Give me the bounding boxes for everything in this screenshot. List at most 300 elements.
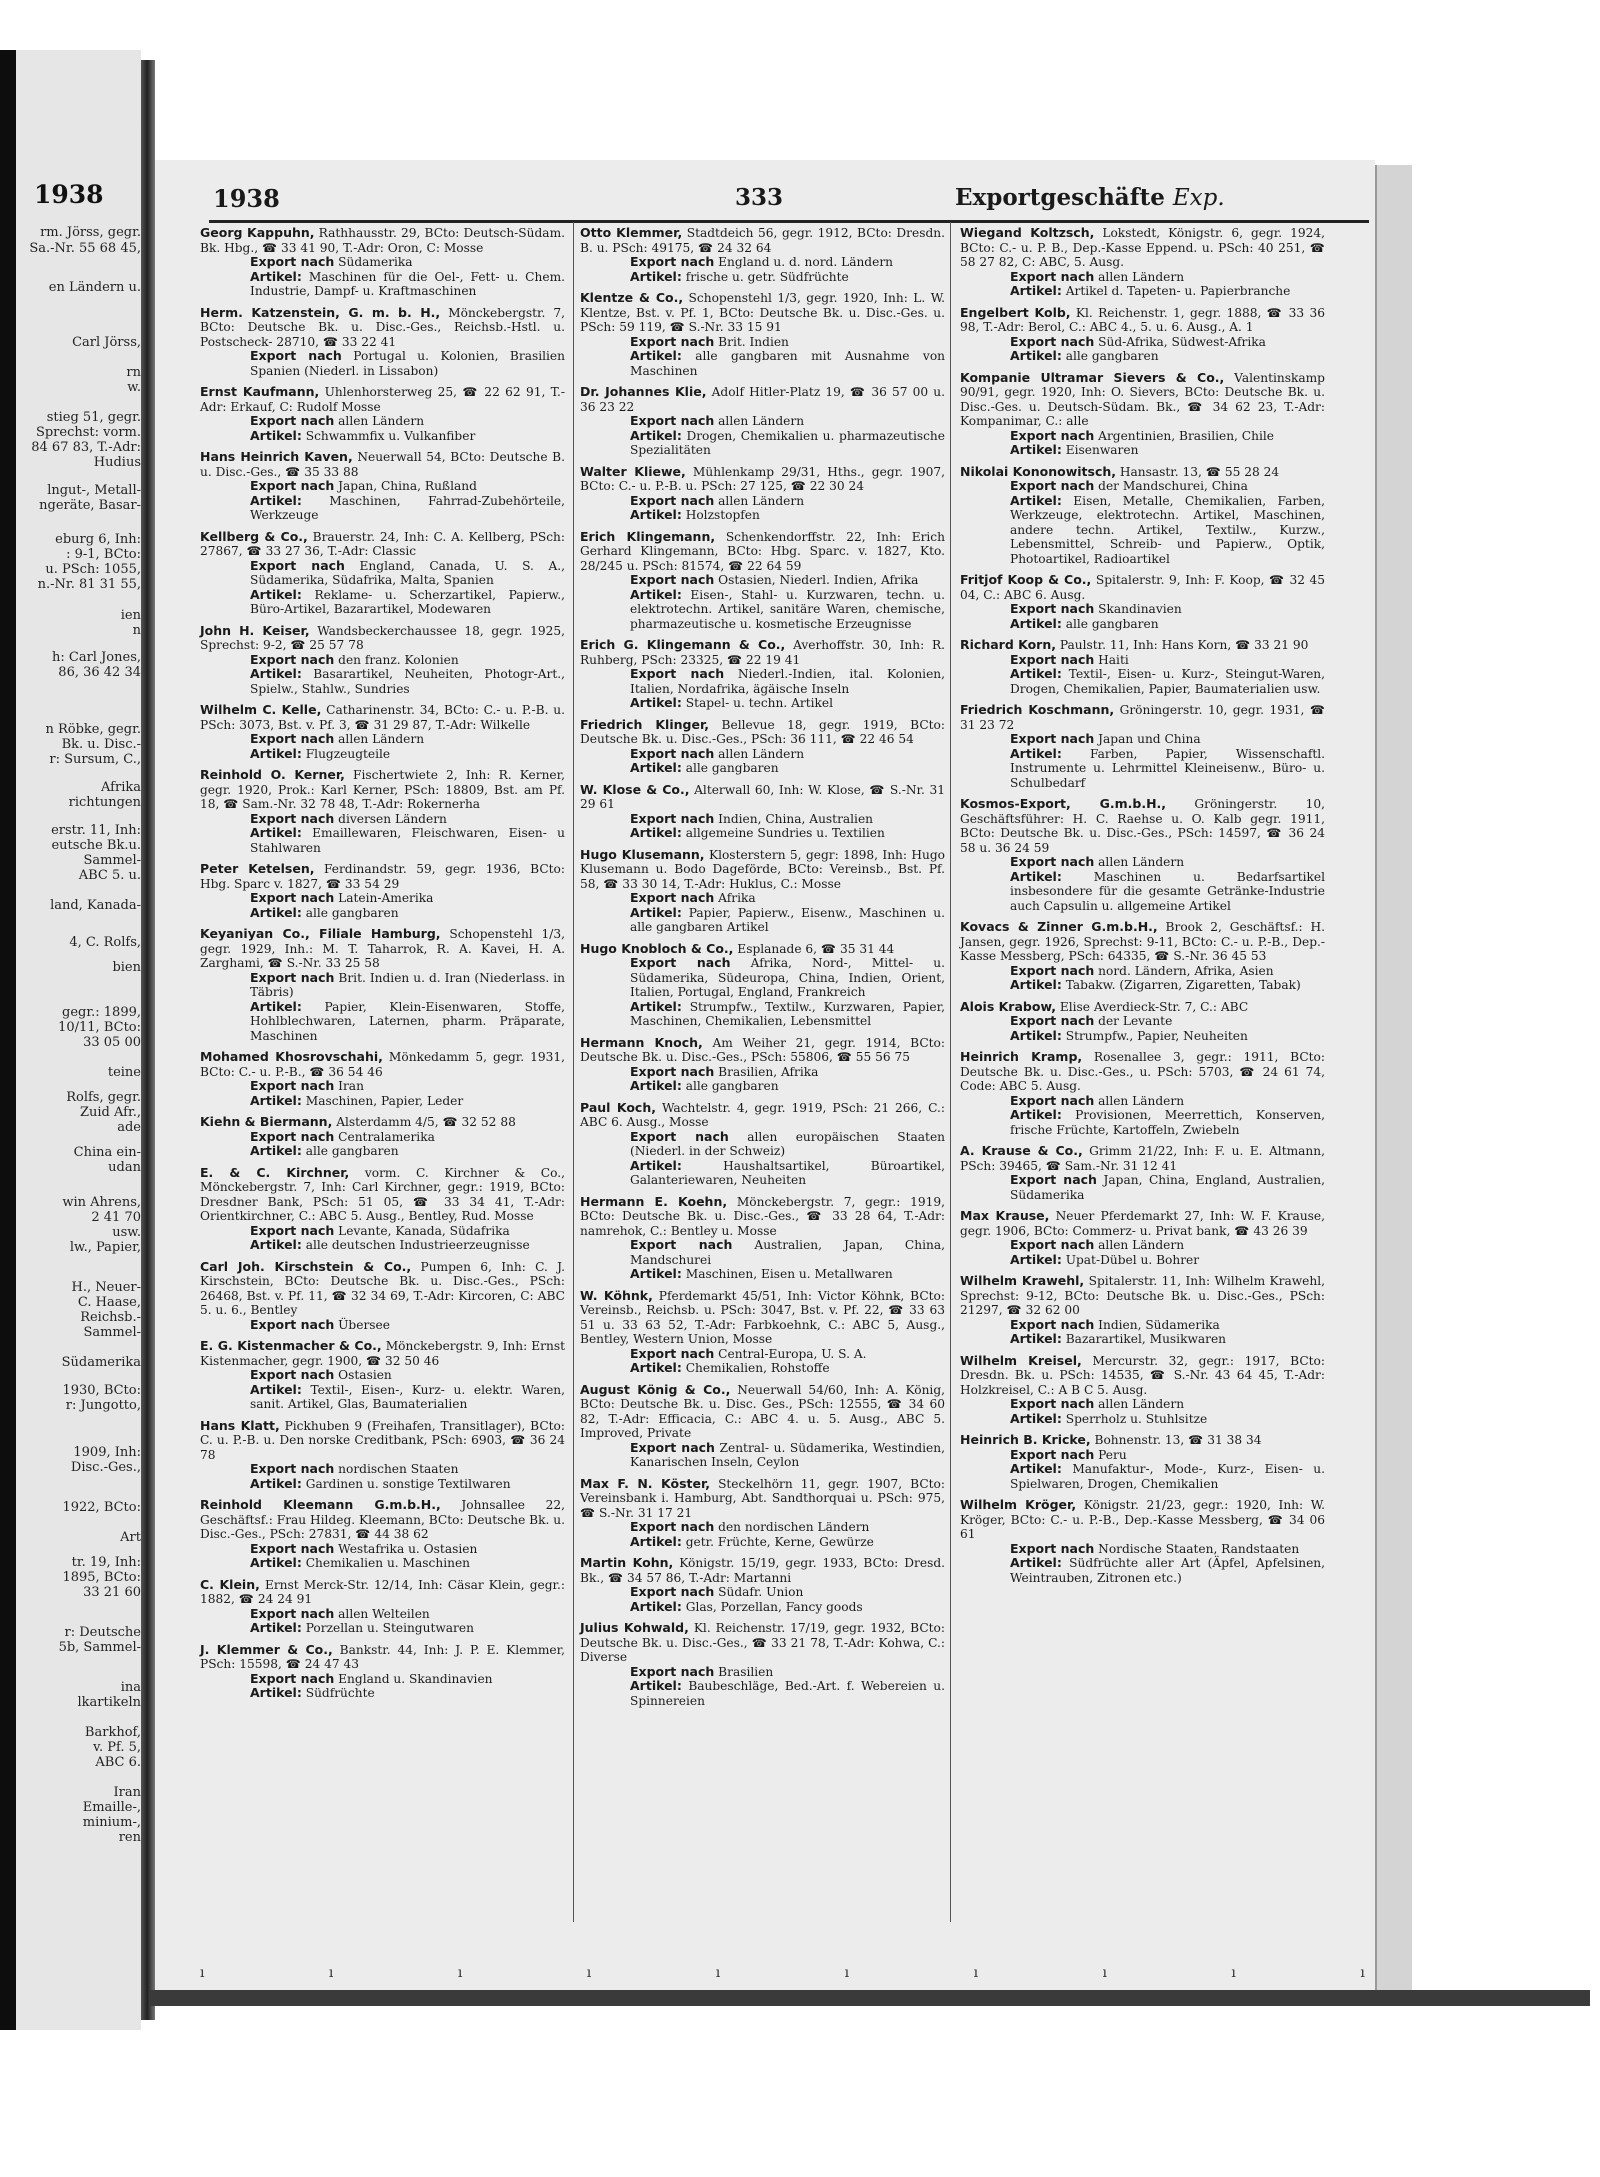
export-label: Export nach bbox=[630, 890, 715, 905]
company-name: J. Klemmer & Co., bbox=[200, 1641, 333, 1657]
company-name: John H. Keiser, bbox=[200, 622, 310, 638]
company-details: Spitalerstr. 11, Inh: Wilhelm Krawehl, Sprechst: 9-12, BCto: Deutsche Bk. u. Disc.-Ges., PSch: 21297, ☎ 32 62 00 bbox=[960, 1274, 1326, 1317]
export-label: Export nach bbox=[630, 1519, 715, 1534]
artikel-goods: Eisen-, Stahl- u. Kurzwaren, techn. u. elektrotechn. Artikel, sanitäre Waren, chemische, pharmazeutische u. kosmetische Erzeugnisse bbox=[630, 587, 946, 631]
artikel-goods: frische u. getr. Südfrüchte bbox=[685, 269, 849, 284]
export-label: Export nach bbox=[250, 1367, 335, 1382]
company-details: Alsterdamm 4/5, ☎ 32 52 88 bbox=[336, 1115, 516, 1129]
export-line bbox=[580, 1238, 945, 1267]
facing-page-line: ABC 6. bbox=[95, 1755, 141, 1770]
facing-page-line: rm. Jörss, gegr. bbox=[40, 225, 141, 240]
export-line bbox=[960, 732, 1325, 747]
artikel-line bbox=[960, 1556, 1325, 1585]
artikel-line bbox=[580, 508, 945, 523]
facing-page-line: lkartikeln bbox=[77, 1695, 141, 1710]
export-line bbox=[580, 414, 945, 429]
export-destinations: den nordischen Ländern bbox=[718, 1520, 870, 1534]
company-name: Friedrich Klinger, bbox=[580, 716, 710, 732]
export-line bbox=[200, 653, 565, 668]
artikel-line bbox=[580, 696, 945, 711]
artikel-line bbox=[580, 270, 945, 285]
export-destinations: allen Ländern bbox=[338, 732, 425, 746]
company-entry bbox=[960, 465, 1325, 567]
facing-page-line: land, Kanada- bbox=[50, 898, 141, 913]
company-name: Max Krause, bbox=[960, 1208, 1050, 1223]
company-name: Kovacs & Zinner G.m.b.H., bbox=[960, 919, 1158, 934]
scan-border bbox=[0, 50, 16, 2030]
artikel-label: Artikel: bbox=[630, 586, 682, 602]
facing-page-line: 86, 36 42 34 bbox=[58, 665, 141, 680]
artikel-goods: Südfrüchte bbox=[305, 1686, 375, 1700]
facing-page-line: erstr. 11, Inh: bbox=[51, 823, 141, 838]
artikel-line bbox=[200, 667, 565, 696]
company-details: Königstr. 21/23, gegr.: 1920, Inh: W. Kröger, BCto: C.- u. P.-B., Dep.-Kasse Messberg, ☎ 34 06 61 bbox=[960, 1498, 1325, 1541]
artikel-label: Artikel: bbox=[630, 1678, 682, 1693]
company-details: Bellevue 18, gegr. 1919, BCto: Deutsche Bk. u. Disc.-Ges., PSch: 36 111, ☎ 22 46 54 bbox=[580, 717, 945, 746]
facing-page-line: r: Sursum, C., bbox=[49, 752, 141, 767]
company-entry bbox=[580, 1036, 945, 1094]
export-label: Export nach bbox=[630, 1439, 715, 1455]
export-label: Export nach bbox=[250, 348, 342, 363]
facing-page-line: eutsche Bk.u. bbox=[51, 838, 141, 853]
facing-page-line: usw. bbox=[112, 1225, 141, 1240]
company-details: Bankstr. 44, Inh: J. P. E. Klemmer, PSch: 15598, ☎ 24 47 43 bbox=[200, 1642, 566, 1671]
company-details: Spitalerstr. 9, Inh: F. Koop, ☎ 32 45 04, C.: ABC 6. Ausg. bbox=[960, 573, 1325, 602]
artikel-label: Artikel: bbox=[250, 1555, 302, 1570]
artikel-line bbox=[580, 906, 945, 935]
facing-page-line: 33 05 00 bbox=[83, 1035, 141, 1050]
company-details: Mönckebergstr. 9, Inh: Ernst Kistenmacher, gegr. 1900, ☎ 32 50 46 bbox=[200, 1339, 565, 1368]
facing-page-line: Sa.-Nr. 55 68 45, bbox=[29, 241, 141, 256]
company-details: Kl. Reichenstr. 1, gegr. 1888, ☎ 33 36 98, T.-Adr: Berol, C.: ABC 4., 5. u. 6. Ausg., A. 1 bbox=[960, 305, 1326, 334]
company-name: Carl Joh. Kirschstein & Co., bbox=[200, 1258, 412, 1274]
export-label: Export nach bbox=[630, 1345, 715, 1361]
export-label: Export nach bbox=[250, 1461, 335, 1476]
export-destinations: Brasilien bbox=[718, 1664, 774, 1679]
facing-page-fragment bbox=[16, 50, 141, 2030]
book-gutter bbox=[141, 60, 155, 2020]
export-destinations: Ostasien, Niederl. Indien, Afrika bbox=[718, 573, 919, 587]
company-details: Mercurstr. 32, gegr.: 1917, BCto: Dresdn. Bk. u. PSch: 14535, ☎ S.-Nr. 43 64 45, T.-Adr: Holzkreisel, C.: A B C 5. Ausg. bbox=[960, 1353, 1325, 1397]
company-details: Fischertwiete 2, Inh: R. Kerner, gegr. 1920, Prok.: Karl Kerner, PSch: 18809, Bst. am Pf. 18, ☎ Sam.-Nr. 32 78 48, T.-Adr: Rokernerha bbox=[200, 768, 566, 811]
artikel-label: Artikel: bbox=[630, 695, 682, 710]
export-label: Export nach bbox=[630, 810, 715, 826]
artikel-label: Artikel: bbox=[630, 268, 682, 284]
facing-page-line: gegr.: 1899, bbox=[62, 1005, 141, 1020]
artikel-line bbox=[960, 349, 1325, 364]
export-destinations: Indien, China, Australien bbox=[718, 811, 874, 826]
export-destinations: Niederl.-Indien, ital. Kolonien, Italien, Nordafrika, ägäische Inseln bbox=[630, 667, 946, 696]
artikel-line bbox=[960, 494, 1325, 567]
facing-page-line: Art bbox=[120, 1530, 141, 1545]
artikel-goods: Schwammfix u. Vulkanfiber bbox=[305, 428, 476, 443]
export-line bbox=[200, 349, 565, 378]
export-destinations: allen Ländern bbox=[718, 746, 805, 761]
company-entry bbox=[580, 1383, 945, 1470]
company-name: Wilhelm Kröger, bbox=[960, 1497, 1077, 1512]
facing-page-line: eburg 6, Inh: bbox=[55, 532, 141, 547]
company-details: Rosenallee 3, gegr.: 1911, BCto: Deutsche Bk. u. Disc.-Ges., u. PSch: 5703, ☎ 24 61 74, Code: ABC 5. Ausg. bbox=[960, 1050, 1325, 1093]
facing-page-line: 1895, BCto: bbox=[62, 1570, 141, 1585]
page-year: 1938 bbox=[213, 184, 280, 213]
artikel-label: Artikel: bbox=[250, 586, 302, 602]
export-label: Export nach bbox=[250, 969, 335, 985]
facing-page-line: n.-Nr. 81 31 55, bbox=[37, 577, 141, 592]
facing-page-line: Emaille-, bbox=[82, 1800, 141, 1815]
artikel-goods: Tabakw. (Zigarren, Zigaretten, Tabak) bbox=[1065, 978, 1301, 992]
artikel-label: Artikel: bbox=[1010, 1251, 1062, 1267]
export-label: Export nach bbox=[1010, 1446, 1095, 1462]
company-details: Lokstedt, Königstr. 6, gegr. 1924, BCto: C.- u. P. B., Dep.-Kasse Eppend. u. PSch: 40 251, ☎ 58 27 82, C: ABC, 5. Ausg. bbox=[960, 226, 1326, 269]
export-destinations: Australien, Japan, China, Mandschurei bbox=[630, 1238, 945, 1267]
facing-page-line: lngut-, Metall- bbox=[47, 483, 141, 498]
artikel-label: Artikel: bbox=[630, 427, 682, 443]
facing-page-line: Barkhof, bbox=[84, 1725, 141, 1740]
company-name: Paul Koch, bbox=[580, 1099, 656, 1115]
export-line bbox=[960, 1318, 1325, 1333]
artikel-goods: Textil-, Eisen-, Kurz- u. elektr. Waren, sanit. Artikel, Glas, Baumaterialien bbox=[250, 1382, 566, 1411]
company-name: Nikolai Kononowitsch, bbox=[960, 463, 1116, 479]
company-name: Hermann Knoch, bbox=[580, 1034, 703, 1050]
company-name: Peter Ketelsen, bbox=[200, 861, 315, 876]
facing-page-line: 10/11, BCto: bbox=[58, 1020, 141, 1035]
company-name: E. G. Kistenmacher & Co., bbox=[200, 1338, 382, 1353]
company-name: C. Klein, bbox=[200, 1576, 260, 1592]
export-destinations: England u. Skandinavien bbox=[338, 1671, 493, 1686]
export-destinations: nord. Ländern, Afrika, Asien bbox=[1098, 963, 1274, 978]
company-details: Klosterstern 5, gegr: 1898, Inh: Hugo Klusemann u. Bodo Dageförde, BCto: Vereinsb., Bst. Pf. 58, ☎ 33 30 14, T.-Adr: Huklus, C.: Mosse bbox=[580, 847, 946, 891]
company-name: Fritjof Koop & Co., bbox=[960, 572, 1092, 587]
artikel-line bbox=[580, 761, 945, 776]
company-entry bbox=[580, 291, 945, 378]
export-line bbox=[580, 891, 945, 906]
company-details: Mühlenkamp 29/31, Hths., gegr. 1907, BCto: C.- u. P.-B. u. PSch: 27 125, ☎ 22 30 24 bbox=[580, 464, 945, 493]
artikel-goods: Eisen, Metalle, Chemikalien, Farben, Werkzeuge, elektrotechn. Artikel, Maschinen, andere techn. Artikel, Textilw., Kurzw., Lebensmittel, Schreib- und Papierw., Optik, Photoartikel, Radioartikel bbox=[1010, 493, 1325, 566]
artikel-line bbox=[960, 1462, 1325, 1491]
export-destinations: allen europäischen Staaten (Niederl. in der Schweiz) bbox=[630, 1129, 946, 1158]
export-line bbox=[200, 1079, 565, 1094]
company-name: Martin Kohn, bbox=[580, 1555, 674, 1570]
artikel-label: Artikel: bbox=[1010, 666, 1062, 681]
artikel-goods: alle gangbaren bbox=[305, 905, 399, 920]
artikel-goods: Provisionen, Meerrettich, Konserven, frische Früchte, Kartoffeln, Zwiebeln bbox=[1010, 1108, 1325, 1137]
export-label: Export nach bbox=[630, 1063, 715, 1079]
facing-page-line: Sammel- bbox=[83, 1325, 141, 1340]
export-line bbox=[580, 494, 945, 509]
artikel-line bbox=[960, 443, 1325, 458]
artikel-goods: Strumpfw., Textilw., Kurzwaren, Papier, Maschinen, Chemikalien, Lebensmittel bbox=[630, 999, 945, 1028]
artikel-label: Artikel: bbox=[250, 1620, 302, 1635]
export-label: Export nach bbox=[1010, 1092, 1095, 1108]
artikel-line bbox=[580, 826, 945, 841]
company-details: Valentinskamp 90/91, gegr. 1920, Inh: O. Sievers, BCto: Deutsche Bk. u. Disc.-Ges. u. Deutsch-Südam. Bk., ☎ 34 62 23, T.-Adr: Kompanimar, C.: alle bbox=[960, 370, 1325, 428]
artikel-goods: Basarartikel, Neuheiten, Photogr-Art., Spielw., Stahlw., Sundries bbox=[250, 667, 565, 696]
company-entry bbox=[960, 226, 1325, 299]
artikel-label: Artikel: bbox=[1010, 1410, 1062, 1426]
export-label: Export nach bbox=[1010, 427, 1095, 443]
company-name: Heinrich Kramp, bbox=[960, 1049, 1083, 1064]
export-label: Export nach bbox=[250, 1316, 335, 1332]
bottom-marks: ı ı ı ı ı ı ı ı ı ı bbox=[200, 1965, 1425, 1981]
export-label: Export nach bbox=[250, 1078, 335, 1093]
company-entry bbox=[580, 638, 945, 711]
export-line bbox=[960, 1542, 1325, 1557]
export-label: Export nach bbox=[250, 810, 335, 826]
company-name: Ernst Kaufmann, bbox=[200, 384, 320, 399]
company-details: Kl. Reichenstr. 17/19, gegr. 1932, BCto: Deutsche Bk. u. Disc.-Ges., ☎ 33 21 78, T.-Adr: Kohwa, C.: Diverse bbox=[580, 1621, 945, 1664]
artikel-goods: Porzellan u. Steingutwaren bbox=[305, 1621, 474, 1635]
export-line bbox=[960, 1448, 1325, 1463]
export-label: Export nach bbox=[630, 745, 715, 761]
artikel-label: Artikel: bbox=[250, 1092, 302, 1108]
company-name: Erich Klingemann, bbox=[580, 528, 716, 544]
company-entry bbox=[580, 1195, 945, 1282]
export-label: Export nach bbox=[250, 1540, 335, 1556]
export-destinations: Japan, China, Rußland bbox=[338, 479, 477, 493]
export-label: Export nach bbox=[1010, 268, 1095, 284]
export-destinations: allen Ländern bbox=[718, 493, 805, 508]
company-details: Königstr. 15/19, gegr. 1933, BCto: Dresd. Bk., ☎ 34 57 86, T.-Adr: Martanni bbox=[580, 1556, 945, 1585]
facing-page-line: minium-, bbox=[82, 1815, 141, 1830]
artikel-label: Artikel: bbox=[250, 745, 302, 761]
export-line bbox=[960, 479, 1325, 494]
export-label: Export nach bbox=[1010, 1013, 1095, 1028]
company-name: Reinhold O. Kerner, bbox=[200, 767, 345, 782]
company-details: vorm. C. Kirchner & Co., Mönckebergstr. 7, Inh: Carl Kirchner, gegr.: 1919, BCto: Dresdner Bank, PSch: 51 05, ☎ 33 34 41, T.-Adr: Orientkirchner, C.: ABC 5. Ausg., Bentley, Rud. Mosse bbox=[200, 1165, 565, 1223]
artikel-goods: Textil-, Eisen- u. Kurz-, Steingut-Waren, Drogen, Chemikalien, Papier, Baumaterialien usw. bbox=[1010, 667, 1326, 696]
company-entry bbox=[960, 797, 1325, 913]
artikel-goods: Bazarartikel, Musikwaren bbox=[1065, 1332, 1227, 1346]
export-line bbox=[580, 1130, 945, 1159]
facing-page-line: teine bbox=[107, 1065, 141, 1080]
export-destinations: Levante, Kanada, Südafrika bbox=[338, 1223, 510, 1238]
export-destinations: Peru bbox=[1098, 1447, 1127, 1462]
export-line bbox=[580, 956, 945, 1000]
company-name: Wilhelm Krawehl, bbox=[960, 1273, 1085, 1288]
artikel-goods: alle gangbaren bbox=[685, 1079, 779, 1093]
company-entry bbox=[580, 530, 945, 632]
company-entry bbox=[200, 768, 565, 855]
export-label: Export nach bbox=[630, 1663, 715, 1679]
export-destinations: Ostasien bbox=[338, 1368, 392, 1382]
facing-page-line: Sammel- bbox=[83, 853, 141, 868]
company-entry bbox=[200, 1498, 565, 1571]
facing-page-line: v. Pf. 5, bbox=[93, 1740, 141, 1755]
company-details: Adolf Hitler-Platz 19, ☎ 36 57 00 u. 36 23 22 bbox=[580, 385, 946, 414]
company-details: Stadtdeich 56, gegr. 1912, BCto: Dresdn. B. u. PSch: 49175, ☎ 24 32 64 bbox=[580, 226, 945, 255]
export-line bbox=[960, 1094, 1325, 1109]
export-line bbox=[200, 559, 565, 588]
company-entry bbox=[200, 530, 565, 617]
artikel-goods: Maschinen für die Oel-, Fett- u. Chem. Industrie, Dampf- u. Kraftmaschinen bbox=[250, 269, 565, 298]
artikel-line bbox=[960, 667, 1325, 696]
export-destinations: Iran bbox=[338, 1079, 364, 1093]
page-number: 333 bbox=[735, 184, 784, 211]
export-line bbox=[200, 732, 565, 747]
company-details: Alterwall 60, Inh: W. Klose, ☎ S.-Nr. 31 29 61 bbox=[580, 782, 945, 811]
company-entry bbox=[960, 573, 1325, 631]
company-details: Johnsallee 22, Geschäftsf.: Frau Hildeg. Kleemann, BCto: Deutsche Bk. u. Disc.-Ges., PSch: 27831, ☎ 44 38 62 bbox=[200, 1498, 565, 1541]
company-entry bbox=[200, 306, 565, 379]
company-name: Hugo Klusemann, bbox=[580, 846, 705, 862]
artikel-goods: Maschinen, Eisen u. Metallwaren bbox=[685, 1267, 893, 1281]
facing-page-line: r: Jungotto, bbox=[65, 1398, 141, 1413]
export-label: Export nach bbox=[1010, 333, 1095, 349]
artikel-line bbox=[200, 1686, 565, 1701]
artikel-goods: Maschinen, Fahrrad-Zubehörteile, Werkzeuge bbox=[250, 493, 565, 522]
export-label: Export nach bbox=[250, 557, 345, 573]
export-destinations: Japan, China, England, Australien, Südamerika bbox=[1010, 1173, 1325, 1202]
artikel-goods: Flugzeugteile bbox=[305, 746, 391, 761]
company-entry bbox=[200, 450, 565, 523]
company-name: Hans Klatt, bbox=[200, 1417, 280, 1433]
facing-page-line: 2 41 70 bbox=[91, 1210, 141, 1225]
company-details: Hansastr. 13, ☎ 55 28 24 bbox=[1119, 464, 1280, 479]
export-destinations: Latein-Amerika bbox=[338, 891, 434, 905]
artikel-label: Artikel: bbox=[1010, 1107, 1062, 1122]
company-entry bbox=[580, 385, 945, 458]
company-name: Kompanie Ultramar Sievers & Co., bbox=[960, 369, 1225, 385]
export-line bbox=[580, 1347, 945, 1362]
artikel-line bbox=[960, 1108, 1325, 1137]
facing-page-line: tr. 19, Inh: bbox=[71, 1555, 141, 1570]
artikel-label: Artikel: bbox=[250, 998, 302, 1014]
company-details: Rathhausstr. 29, BCto: Deutsch-Südam. Bk. Hbg., ☎ 33 41 90, T.-Adr: Oron, C: Mosse bbox=[200, 226, 565, 255]
company-entry bbox=[200, 927, 565, 1043]
artikel-label: Artikel: bbox=[630, 998, 682, 1014]
export-line bbox=[960, 270, 1325, 285]
artikel-line bbox=[200, 1556, 565, 1571]
artikel-label: Artikel: bbox=[250, 904, 302, 920]
artikel-goods: Artikel d. Tapeten- u. Papierbranche bbox=[1065, 284, 1291, 298]
company-details: Elise Averdieck-Str. 7, C.: ABC bbox=[1059, 999, 1249, 1014]
artikel-label: Artikel: bbox=[1010, 977, 1062, 992]
facing-page-line: ABC 5. u. bbox=[78, 868, 141, 883]
artikel-line bbox=[200, 1383, 565, 1412]
company-name: Hugo Knobloch & Co., bbox=[580, 940, 734, 956]
export-destinations: Skandinavien bbox=[1098, 602, 1182, 616]
company-entry bbox=[200, 1643, 565, 1701]
company-details: Pferdemarkt 45/51, Inh: Victor Köhnk, BCto: Vereinsb., Reichsb. u. PSch: 3047, Bst. v. Pf. 22, ☎ 33 63 51 u. 33 63 52, T.-Adr: Farbkoehnk, C.: ABC 5, Ausg., Bentley, Western Union, Mosse bbox=[580, 1288, 946, 1346]
company-entry bbox=[580, 226, 945, 284]
company-name: Wilhelm Kreisel, bbox=[960, 1352, 1082, 1368]
artikel-line bbox=[200, 1144, 565, 1159]
export-destinations: allen Welteilen bbox=[338, 1606, 430, 1621]
artikel-label: Artikel: bbox=[250, 268, 302, 284]
export-line bbox=[200, 1130, 565, 1145]
facing-page-line: ina bbox=[120, 1680, 141, 1695]
export-label: Export nach bbox=[630, 955, 731, 970]
company-entry bbox=[580, 942, 945, 1029]
export-destinations: den franz. Kolonien bbox=[338, 652, 459, 667]
export-destinations: allen Ländern bbox=[1098, 1093, 1185, 1108]
export-destinations: Zentral- u. Südamerika, Westindien, Kanarischen Inseln, Ceylon bbox=[630, 1440, 945, 1469]
export-line bbox=[200, 1672, 565, 1687]
export-destinations: nordischen Staaten bbox=[338, 1462, 459, 1476]
export-destinations: Nordische Staaten, Randstaaten bbox=[1098, 1541, 1300, 1556]
export-label: Export nach bbox=[1010, 854, 1095, 869]
export-line bbox=[960, 602, 1325, 617]
artikel-label: Artikel: bbox=[630, 1598, 682, 1614]
export-destinations: Argentinien, Brasilien, Chile bbox=[1098, 428, 1274, 443]
export-label: Export nach bbox=[250, 1605, 335, 1621]
export-label: Export nach bbox=[1010, 962, 1095, 978]
company-entry bbox=[960, 306, 1325, 364]
company-name: Georg Kappuhn, bbox=[200, 225, 315, 240]
artikel-label: Artikel: bbox=[250, 492, 302, 508]
company-entry bbox=[960, 1050, 1325, 1137]
export-label: Export nach bbox=[250, 1670, 335, 1686]
facing-page-line: lw., Papier, bbox=[69, 1240, 141, 1255]
export-label: Export nach bbox=[250, 254, 335, 269]
export-destinations: Central-Europa, U. S. A. bbox=[718, 1346, 867, 1361]
export-line bbox=[580, 1065, 945, 1080]
facing-page-line: Rolfs, gegr. bbox=[66, 1090, 141, 1105]
artikel-label: Artikel: bbox=[630, 825, 682, 840]
company-entry bbox=[960, 1274, 1325, 1347]
export-line bbox=[580, 255, 945, 270]
company-name: Kellberg & Co., bbox=[200, 528, 308, 544]
artikel-goods: alle gangbaren bbox=[305, 1144, 399, 1158]
export-label: Export nach bbox=[1010, 1396, 1095, 1411]
artikel-label: Artikel: bbox=[1010, 1331, 1062, 1346]
facing-page-line: n Röbke, gegr. bbox=[45, 722, 141, 737]
artikel-label: Artikel: bbox=[1010, 745, 1062, 761]
company-entry bbox=[960, 703, 1325, 790]
company-entry bbox=[960, 1498, 1325, 1585]
facing-page-line: Sprechst: vorm. bbox=[35, 425, 141, 440]
export-destinations: der Mandschurei, China bbox=[1098, 479, 1248, 493]
company-details: Bohnenstr. 13, ☎ 31 38 34 bbox=[1094, 1433, 1262, 1447]
facing-page-line: Südamerika bbox=[61, 1355, 141, 1370]
column-divider bbox=[950, 222, 951, 1922]
artikel-goods: alle gangbaren mit Ausnahme von Maschinen bbox=[630, 349, 946, 378]
artikel-label: Artikel: bbox=[1010, 1461, 1062, 1476]
facing-page-line: Iran bbox=[113, 1785, 141, 1800]
artikel-label: Artikel: bbox=[250, 1685, 302, 1700]
artikel-goods: Reklame- u. Scherzartikel, Papierw., Büro-Artikel, Bazarartikel, Modewaren bbox=[250, 587, 565, 616]
company-name: A. Krause & Co., bbox=[960, 1143, 1083, 1158]
artikel-label: Artikel: bbox=[630, 1266, 682, 1281]
company-name: Wiegand Koltzsch, bbox=[960, 225, 1095, 240]
company-entry bbox=[580, 783, 945, 841]
artikel-goods: Emaillewaren, Fleischwaren, Eisen- u Stahlwaren bbox=[250, 826, 566, 855]
facing-page-line: rn bbox=[126, 365, 141, 380]
export-line bbox=[200, 479, 565, 494]
facing-page-line: Hudius bbox=[93, 455, 141, 470]
artikel-label: Artikel: bbox=[1010, 1555, 1062, 1570]
artikel-label: Artikel: bbox=[630, 760, 682, 775]
column-1 bbox=[200, 226, 565, 1708]
export-line bbox=[960, 1173, 1325, 1202]
company-details: Neuerwall 54, BCto: Deutsche B. u. Disc.-Ges., ☎ 35 33 88 bbox=[200, 450, 565, 479]
export-label: Export nach bbox=[630, 1128, 729, 1144]
facing-page-line: Afrika bbox=[101, 780, 141, 795]
artikel-goods: Upat-Dübel u. Bohrer bbox=[1065, 1252, 1200, 1267]
artikel-label: Artikel: bbox=[1010, 615, 1062, 631]
facing-page-line: w. bbox=[127, 380, 141, 395]
artikel-label: Artikel: bbox=[250, 1475, 302, 1491]
company-details: Schopenstehl 1/3, gegr. 1920, Inh: L. W. Klentze, Bst. v. Pf. 1, BCto: Deutsche Bk. u. Disc.-Ges. u. PSch: 59 119, ☎ S.-Nr. 33 15 91 bbox=[580, 291, 945, 334]
artikel-label: Artikel: bbox=[1010, 868, 1062, 884]
artikel-line bbox=[960, 978, 1325, 993]
artikel-line bbox=[200, 826, 565, 855]
company-entry bbox=[960, 920, 1325, 993]
header-rule bbox=[209, 220, 1369, 223]
artikel-label: Artikel: bbox=[630, 1360, 682, 1375]
company-entry bbox=[960, 1354, 1325, 1427]
facing-page-line: 1930, BCto: bbox=[62, 1383, 141, 1398]
